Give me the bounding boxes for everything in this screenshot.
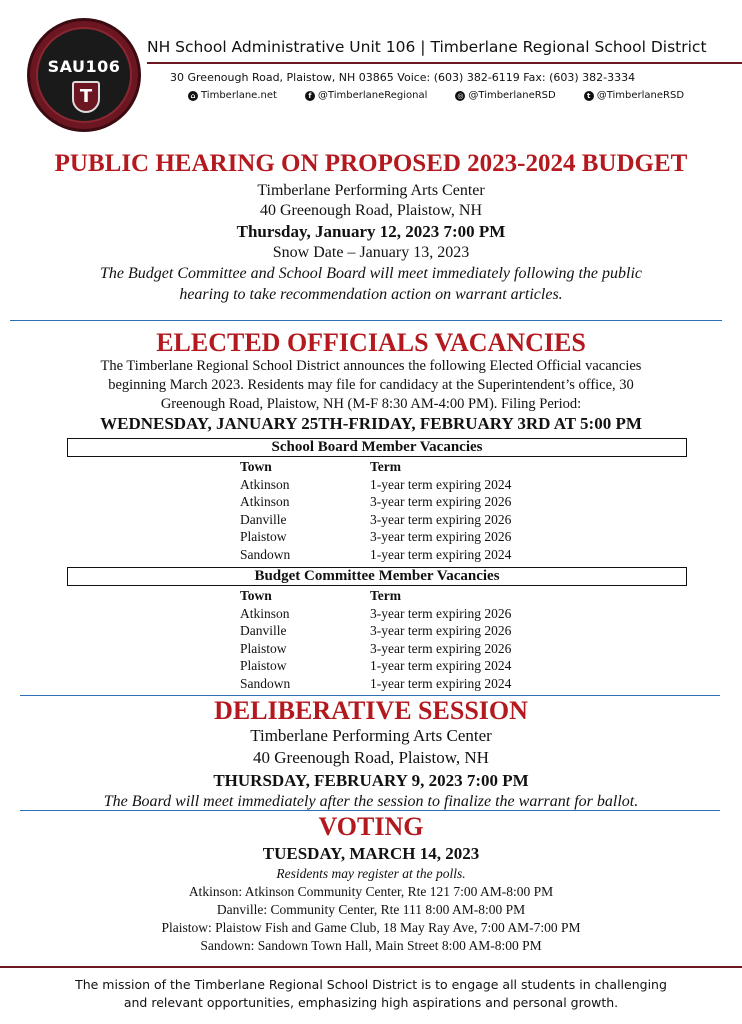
deliberative-datetime: THURSDAY, FEBRUARY 9, 2023 7:00 PM: [213, 771, 529, 790]
hearing-venue: Timberlane Performing Arts Center: [257, 182, 485, 199]
twitter-icon: t: [584, 91, 594, 101]
term-cell: 1-year term expiring 2024: [370, 675, 512, 691]
section-divider: [20, 810, 720, 811]
town-cell: Plaistow: [240, 529, 287, 544]
voting-location-sandown: Sandown: Sandown Town Hall, Main Street 8:00 AM-8:00 PM: [200, 938, 542, 953]
hearing-note-1: The Budget Committee and School Board will meet immediately following the public: [100, 265, 642, 282]
town-cell: Danville: [240, 623, 287, 638]
hearing-address: 40 Greenough Road, Plaistow, NH: [259, 202, 483, 219]
mission-line-2: and relevant opportunities, emphasizing high aspirations and personal growth.: [123, 995, 619, 1010]
table-row: [240, 675, 570, 693]
table-header: [240, 458, 570, 476]
social-facebook[interactable]: [305, 90, 427, 101]
web-icon: ⌂: [188, 91, 198, 101]
table-row: [240, 657, 570, 675]
facebook-icon: f: [305, 91, 315, 101]
vacancies-intro-3: Greenough Road, Plaistow, NH (M-F 8:30 AM-4:00 PM). Filing Period:: [160, 396, 582, 412]
vacancies-intro-2: beginning March 2023. Residents may file for candidacy at the Superintendent’s office, 30: [108, 377, 634, 393]
town-cell: Sandown: [240, 675, 291, 691]
table-row: [240, 528, 570, 546]
vacancies-intro-1: The Timberlane Regional School District announces the following Elected Official vacancies: [100, 358, 642, 374]
voting-title: VOTING: [318, 812, 424, 841]
school-board-table: [240, 458, 570, 563]
town-cell: Plaistow: [240, 640, 287, 656]
term-cell: 1-year term expiring 2024: [370, 476, 512, 492]
term-cell: 3-year term expiring 2026: [370, 623, 512, 638]
budget-committee-table: [240, 587, 570, 692]
term-cell: 3-year term expiring 2026: [370, 529, 512, 544]
column-header-town: Town: [240, 588, 272, 603]
deliberative-address: 40 Greenough Road, Plaistow, NH: [253, 748, 489, 767]
logo-text: SAU106: [47, 57, 121, 76]
hearing-snow-date: Snow Date – January 13, 2023: [272, 244, 470, 261]
table-row: [240, 622, 570, 640]
table-row: [240, 476, 570, 494]
footer-divider: [0, 966, 742, 968]
social-web[interactable]: [188, 90, 277, 101]
instagram-icon: ◎: [457, 91, 464, 100]
social-facebook-label: @TimberlaneRegional: [317, 90, 428, 101]
voting-location-danville: Danville: Community Center, Rte 111 8:00 AM-8:00 PM: [216, 902, 526, 917]
town-cell: Atkinson: [240, 494, 290, 509]
town-cell: Atkinson: [240, 476, 290, 492]
term-cell: 3-year term expiring 2026: [370, 511, 512, 527]
term-cell: 1-year term expiring 2024: [370, 658, 512, 673]
social-instagram[interactable]: [455, 90, 555, 101]
hearing-title: PUBLIC HEARING ON PROPOSED 2023-2024 BUDGET: [54, 150, 688, 177]
mission-line-1: The mission of the Timberlane Regional School District is to engage all students in challenging: [75, 977, 667, 992]
social-twitter-label: @TimberlaneRSD: [596, 90, 685, 101]
social-twitter[interactable]: [584, 90, 684, 101]
district-logo: [27, 18, 141, 132]
column-header-term: Term: [370, 459, 401, 474]
table-row: [240, 605, 570, 623]
social-instagram-label: @TimberlaneRSD: [468, 90, 556, 101]
table-row: [240, 640, 570, 658]
town-cell: Danville: [240, 511, 287, 527]
hearing-datetime: Thursday, January 12, 2023 7:00 PM: [236, 222, 506, 241]
table-header: [240, 587, 570, 605]
voting-register-note: Residents may register at the polls.: [276, 866, 466, 881]
table-row: [240, 546, 570, 564]
social-links: [188, 90, 684, 101]
logo-shield-letter: T: [79, 86, 93, 107]
table-row: [240, 493, 570, 511]
section-divider: [10, 320, 722, 321]
deliberative-venue: Timberlane Performing Arts Center: [250, 726, 492, 745]
shield-icon: [72, 81, 100, 113]
voting-location-plaistow: Plaistow: Plaistow Fish and Game Club, 18 May Ray Ave, 7:00 AM-7:00 PM: [161, 920, 581, 935]
contact-info: 30 Greenough Road, Plaistow, NH 03865 Voice: (603) 382-6119 Fax: (603) 382-3334: [170, 71, 636, 84]
table-row: [240, 511, 570, 529]
town-cell: Sandown: [240, 546, 291, 562]
voting-date: TUESDAY, MARCH 14, 2023: [262, 844, 480, 863]
term-cell: 3-year term expiring 2026: [370, 640, 512, 656]
header-divider: [147, 62, 742, 64]
school-board-heading: School Board Member Vacancies: [67, 438, 687, 457]
deliberative-title: DELIBERATIVE SESSION: [214, 696, 528, 725]
deliberative-note: The Board will meet immediately after the session to finalize the warrant for ballot.: [103, 793, 639, 810]
social-web-label: Timberlane.net: [201, 90, 277, 101]
town-cell: Atkinson: [240, 605, 290, 621]
term-cell: 3-year term expiring 2026: [370, 494, 512, 509]
town-cell: Plaistow: [240, 658, 287, 673]
term-cell: 1-year term expiring 2024: [370, 546, 512, 562]
voting-location-atkinson: Atkinson: Atkinson Community Center, Rte 121 7:00 AM-8:00 PM: [188, 884, 554, 899]
budget-committee-heading: Budget Committee Member Vacancies: [67, 567, 687, 586]
logo-badge: [36, 27, 132, 123]
filing-period: WEDNESDAY, JANUARY 25TH-FRIDAY, FEBRUARY 3RD AT 5:00 PM: [100, 414, 642, 433]
term-cell: 3-year term expiring 2026: [370, 605, 512, 621]
column-header-term: Term: [370, 588, 401, 603]
hearing-note-2: hearing to take recommendation action on warrant articles.: [179, 286, 563, 303]
vacancies-title: ELECTED OFFICIALS VACANCIES: [156, 328, 586, 357]
column-header-town: Town: [240, 459, 272, 474]
org-name: NH School Administrative Unit 106 | Timberlane Regional School District: [147, 38, 707, 56]
